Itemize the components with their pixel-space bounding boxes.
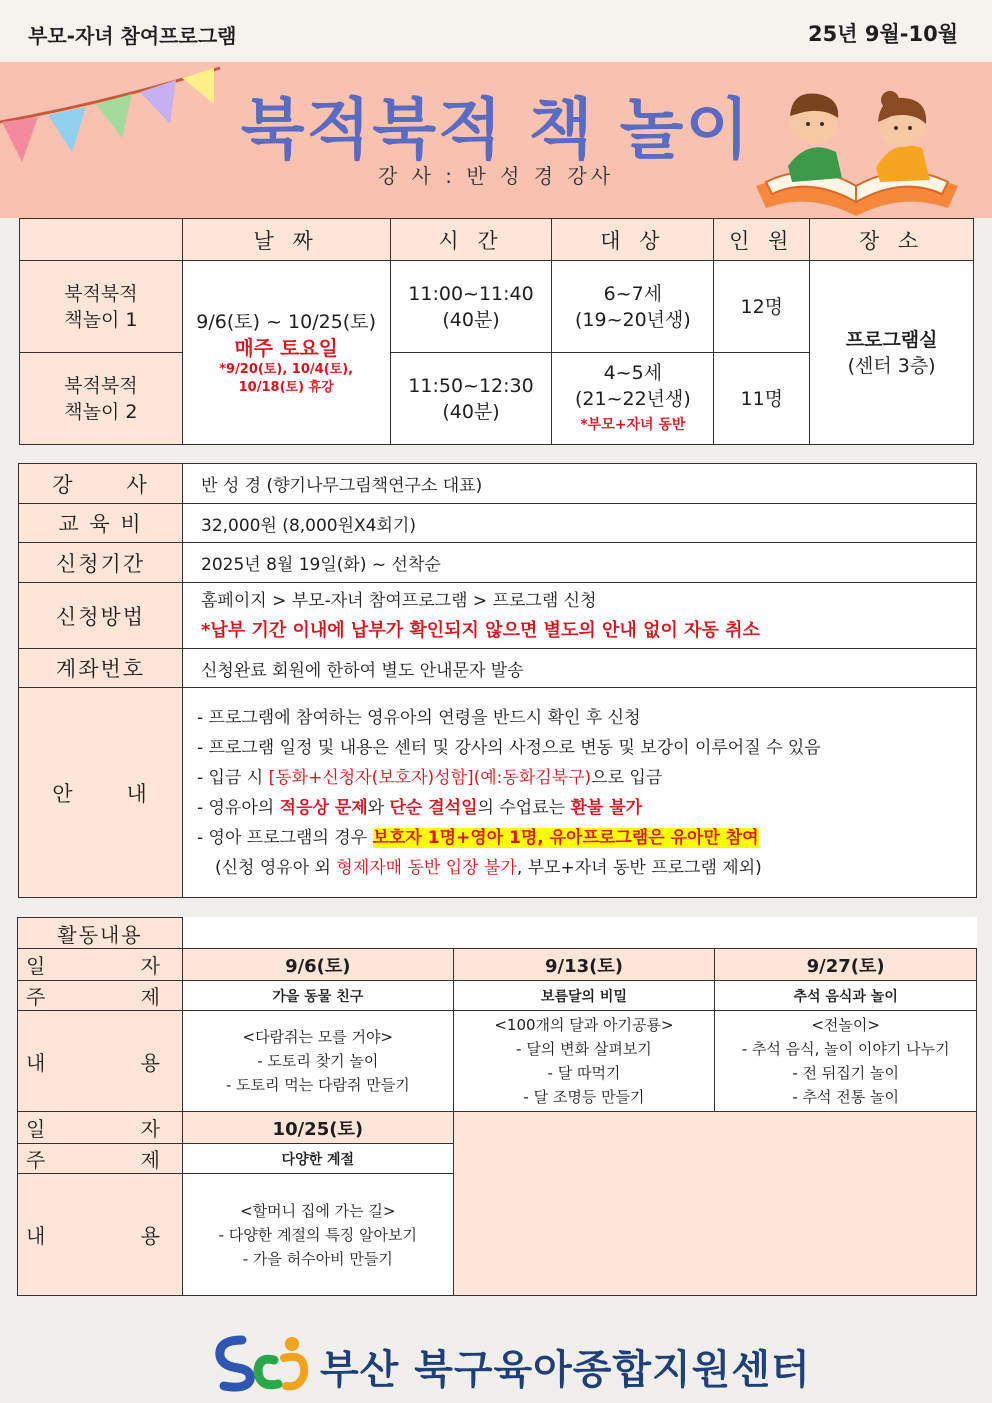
guide-text: - 입금 시 <box>197 767 269 788</box>
session-topic: 보름달의 비밀 <box>453 981 715 1011</box>
guide-highlight: 보호자 1명+영아 1명, 유아프로그램은 유아만 참여 <box>372 827 759 848</box>
session-date: 9/13(토) <box>453 949 715 981</box>
activity-table <box>17 917 977 1296</box>
content-line: - 달 조명등 만들기 <box>523 1088 645 1106</box>
period-value: 2025년 8월 19일(화) ~ 선착순 <box>183 543 977 583</box>
guide-line <box>191 853 976 883</box>
method-warning: *납부 기간 이내에 납부가 확인되지 않으면 별도의 안내 없이 자동 취소 <box>201 619 760 641</box>
content-line: - 가을 허수아비 만들기 <box>242 1249 393 1268</box>
holiday-note: *9/20(토), 10/4(토), 10/18(토) 휴강 <box>219 361 354 395</box>
session-content <box>182 1174 453 1296</box>
place-sub: (센터 3층) <box>847 354 936 377</box>
info-row-period <box>19 543 977 583</box>
content-label: 내 용 <box>18 1011 183 1112</box>
guide-line <box>191 793 976 823</box>
activity-section-row <box>18 918 977 949</box>
method-label: 신청방법 <box>19 583 183 649</box>
content-line: - 달의 변화 살펴보기 <box>516 1040 652 1058</box>
top-bar <box>0 0 992 62</box>
date-range-cell <box>182 261 390 445</box>
weekly-day: 매주 토요일 <box>234 335 338 360</box>
guide-emphasis: 환불 불가 <box>570 797 643 818</box>
content-line: - 도토리 먹는 다람쥐 만들기 <box>225 1076 410 1094</box>
birth-years: (19~20년생) <box>574 308 691 331</box>
program-category: 부모-자녀 참여프로그램 <box>28 24 237 48</box>
deposit-name-format: [동화+신청자(보호자)성함](예:동화김북구) <box>268 767 592 788</box>
header-date: 날 짜 <box>182 219 390 261</box>
duration-value: (40분) <box>442 400 500 423</box>
guide-text: 와 <box>367 797 390 818</box>
header-time: 시 간 <box>390 219 552 261</box>
class-name-line: 북적북적 <box>64 282 138 305</box>
session-content <box>715 1011 977 1112</box>
session-date: 10/25(토) <box>182 1112 453 1144</box>
program-period: 25년 9월-10월 <box>808 22 958 46</box>
guide-text: - 영유아의 <box>197 797 280 818</box>
date-range: 9/6(토) ~ 10/25(토) <box>196 310 376 333</box>
header-place: 장 소 <box>810 219 974 261</box>
method-value: 홈페이지 > 부모-자녀 참여프로그램 > 프로그램 신청 <box>201 590 597 611</box>
time-value: 11:00~11:40 <box>408 282 534 305</box>
count-cell-2: 11명 <box>714 353 810 445</box>
guide-emphasis: 형제자매 동반 입장 불가 <box>336 857 517 878</box>
guide-emphasis: 적응상 문제 <box>279 797 368 818</box>
empty-area <box>453 1112 976 1296</box>
page-title: 북적북적 책 놀이 <box>240 91 752 168</box>
session-topic: 다양한 계절 <box>182 1144 453 1174</box>
age-value: 6~7세 <box>603 282 663 305</box>
content-line: <100개의 달과 아기공룡> <box>494 1016 674 1034</box>
class-name-line: 북적북적 <box>64 374 138 397</box>
footer <box>212 1330 812 1394</box>
topic-label: 주 제 <box>18 981 183 1011</box>
session-content <box>453 1011 715 1112</box>
info-row-method <box>19 583 977 649</box>
period-label: 신청기간 <box>19 543 183 583</box>
info-row-guide <box>19 688 977 898</box>
content-line: - 도토리 찾기 놀이 <box>257 1052 379 1070</box>
class-name-line: 책놀이 2 <box>64 400 138 423</box>
count-cell-1: 12명 <box>714 261 810 353</box>
activity-content-row <box>18 1011 977 1112</box>
activity-topic-row <box>18 981 977 1011</box>
instructor-subtitle: 강 사 : 반 성 경 강사 <box>377 164 615 188</box>
guide-line: - 프로그램에 참여하는 영유아의 연령을 반드시 확인 후 신청 <box>197 707 641 728</box>
content-line: <다람쥐는 모를 거야> <box>242 1028 394 1046</box>
place-cell <box>810 261 974 445</box>
content-line: - 추석 전통 놀이 <box>792 1088 899 1106</box>
topic-label: 주 제 <box>18 1144 183 1174</box>
blank-cell <box>182 918 976 949</box>
time-value: 11:50~12:30 <box>408 374 534 397</box>
fee-label: 교 육 비 <box>19 504 183 543</box>
activity-date-row-2 <box>18 1112 977 1144</box>
schedule-table <box>19 218 974 445</box>
guide-text: , 부모+자녀 동반 프로그램 제외) <box>516 857 762 878</box>
guide-line: - 프로그램 일정 및 내용은 센터 및 강사의 사정으로 변동 및 보강이 이루어질 수 있음 <box>197 737 821 758</box>
center-logo-icon <box>212 1330 312 1394</box>
birth-years: (21~22년생) <box>574 387 691 410</box>
schedule-header-row <box>20 219 974 261</box>
session-content <box>182 1011 453 1112</box>
content-line: <전놀이> <box>811 1016 880 1034</box>
header-empty-cell <box>20 219 183 261</box>
guide-line <box>191 823 976 853</box>
method-cell <box>183 583 977 649</box>
guide-emphasis: 단순 결석일 <box>389 797 478 818</box>
guide-text: 으로 입금 <box>591 767 663 788</box>
info-row-account <box>19 649 977 688</box>
organization-name: 부산 북구육아종합지원센터 <box>320 1347 811 1393</box>
schedule-row-1 <box>20 261 974 353</box>
guide-text: - 영아 프로그램의 경우 <box>197 827 373 848</box>
info-table <box>18 463 977 898</box>
fee-value: 32,000원 (8,000원X4회기) <box>183 504 977 543</box>
account-value: 신청완료 회원에 한하여 별도 안내문자 발송 <box>183 649 977 688</box>
class-name-1 <box>20 261 183 353</box>
content-line: - 전 뒤집기 놀이 <box>792 1064 899 1082</box>
session-topic: 가을 동물 친구 <box>182 981 453 1011</box>
instructor-value: 반 성 경 (향기나무그림책연구소 대표) <box>183 464 977 504</box>
guide-text: 의 수업료는 <box>477 797 571 818</box>
guide-line <box>191 763 976 793</box>
date-label: 일 자 <box>18 949 183 981</box>
parent-accompany-note: *부모+자녀 동반 <box>580 416 686 433</box>
account-label: 계좌번호 <box>19 649 183 688</box>
session-date: 9/6(토) <box>182 949 453 981</box>
guide-label: 안 내 <box>19 688 183 898</box>
activity-section-label: 활동내용 <box>18 918 183 949</box>
instructor-label: 강 사 <box>19 464 183 504</box>
header-count: 인 원 <box>714 219 810 261</box>
duration-value: (40분) <box>442 308 500 331</box>
age-value: 4~5세 <box>603 361 663 384</box>
session-topic: 추석 음식과 놀이 <box>715 981 977 1011</box>
guide-cell <box>183 688 977 898</box>
activity-date-row <box>18 949 977 981</box>
content-line: - 추석 음식, 놀이 이야기 나누기 <box>741 1040 950 1058</box>
target-cell-2 <box>552 353 714 445</box>
class-name-2 <box>20 353 183 445</box>
header-target: 대 상 <box>552 219 714 261</box>
guide-text: (신청 영유아 외 <box>215 857 337 878</box>
place-main: 프로그램실 <box>845 328 938 351</box>
time-cell-1 <box>390 261 552 353</box>
time-cell-2 <box>390 353 552 445</box>
target-cell-1 <box>552 261 714 353</box>
class-name-line: 책놀이 1 <box>64 308 138 331</box>
content-line: - 달 따먹기 <box>547 1064 621 1082</box>
info-row-instructor <box>19 464 977 504</box>
date-label: 일 자 <box>18 1112 183 1144</box>
session-date: 9/27(토) <box>715 949 977 981</box>
content-line: - 다양한 계절의 특징 알아보기 <box>218 1225 417 1244</box>
content-line: <할머니 집에 가는 길> <box>240 1201 396 1220</box>
content-label: 내 용 <box>18 1174 183 1296</box>
info-row-fee <box>19 504 977 543</box>
